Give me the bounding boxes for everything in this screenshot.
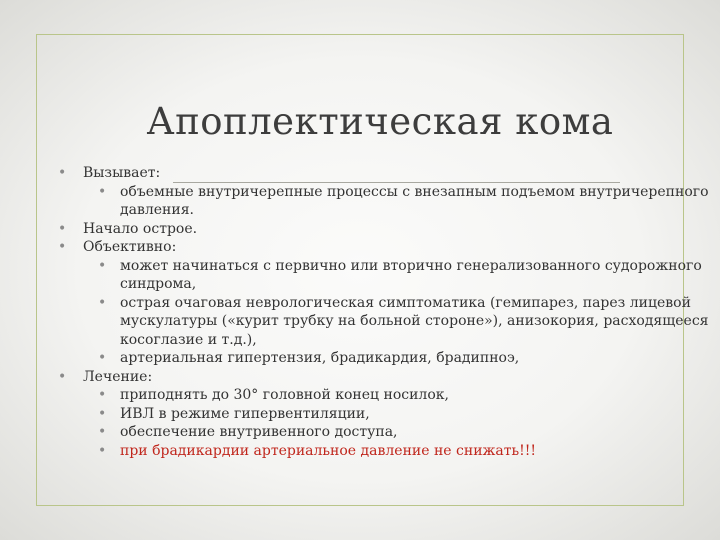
bullet-dot: • <box>58 220 67 237</box>
bullet-dot: • <box>58 368 67 385</box>
bullet-dot: • <box>98 424 107 440</box>
slide-title: Апоплектическая кома <box>146 100 614 143</box>
bullet-item: Объективно: <box>83 239 177 255</box>
bullet-dot: • <box>58 239 67 255</box>
sub-bullet-item: приподнять до 30° головной конец носилок, <box>120 387 449 403</box>
sub-bullet-item: объемные внутричерепные процессы с внезапным подъемом внутричерепного <box>120 183 709 200</box>
bullet-dot: • <box>98 183 107 200</box>
bullet-dot: • <box>98 257 107 274</box>
sub-bullet-item: обеспечение внутривенного доступа, <box>120 424 398 440</box>
sub-bullet-item: синдрома, <box>120 276 197 292</box>
bullet-dot: • <box>58 165 67 181</box>
bullet-dot: • <box>98 350 107 366</box>
bullet-dot: • <box>98 387 107 403</box>
bullet-dot: • <box>98 405 107 422</box>
sub-bullet-item: косоглазие и т.д.), <box>120 331 257 348</box>
bullet-dot: • <box>98 294 107 311</box>
bullet-item: Лечение: <box>83 368 153 385</box>
sub-bullet-item: острая очаговая неврологическая симптоматика (гемипарез, парез лицевой <box>120 294 691 311</box>
sub-bullet-item: при брадикардии артериальное давление не снижать!!! <box>120 442 537 459</box>
bullet-dot: • <box>98 442 107 459</box>
bullet-item: Начало острое. <box>83 220 198 237</box>
sub-bullet-item: ИВЛ в режиме гипервентиляции, <box>120 405 370 422</box>
bullet-item: Вызывает: <box>83 165 161 181</box>
sub-bullet-item: мускулатуры («курит трубку на больной стороне»), анизокория, расходящееся <box>120 313 709 329</box>
sub-bullet-item: давления. <box>120 202 194 218</box>
sub-bullet-item: артериальная гипертензия, брадикардия, брадипноэ, <box>120 350 520 366</box>
sub-bullet-item: может начинаться с первично или вторично генерализованного судорожного <box>120 257 702 274</box>
